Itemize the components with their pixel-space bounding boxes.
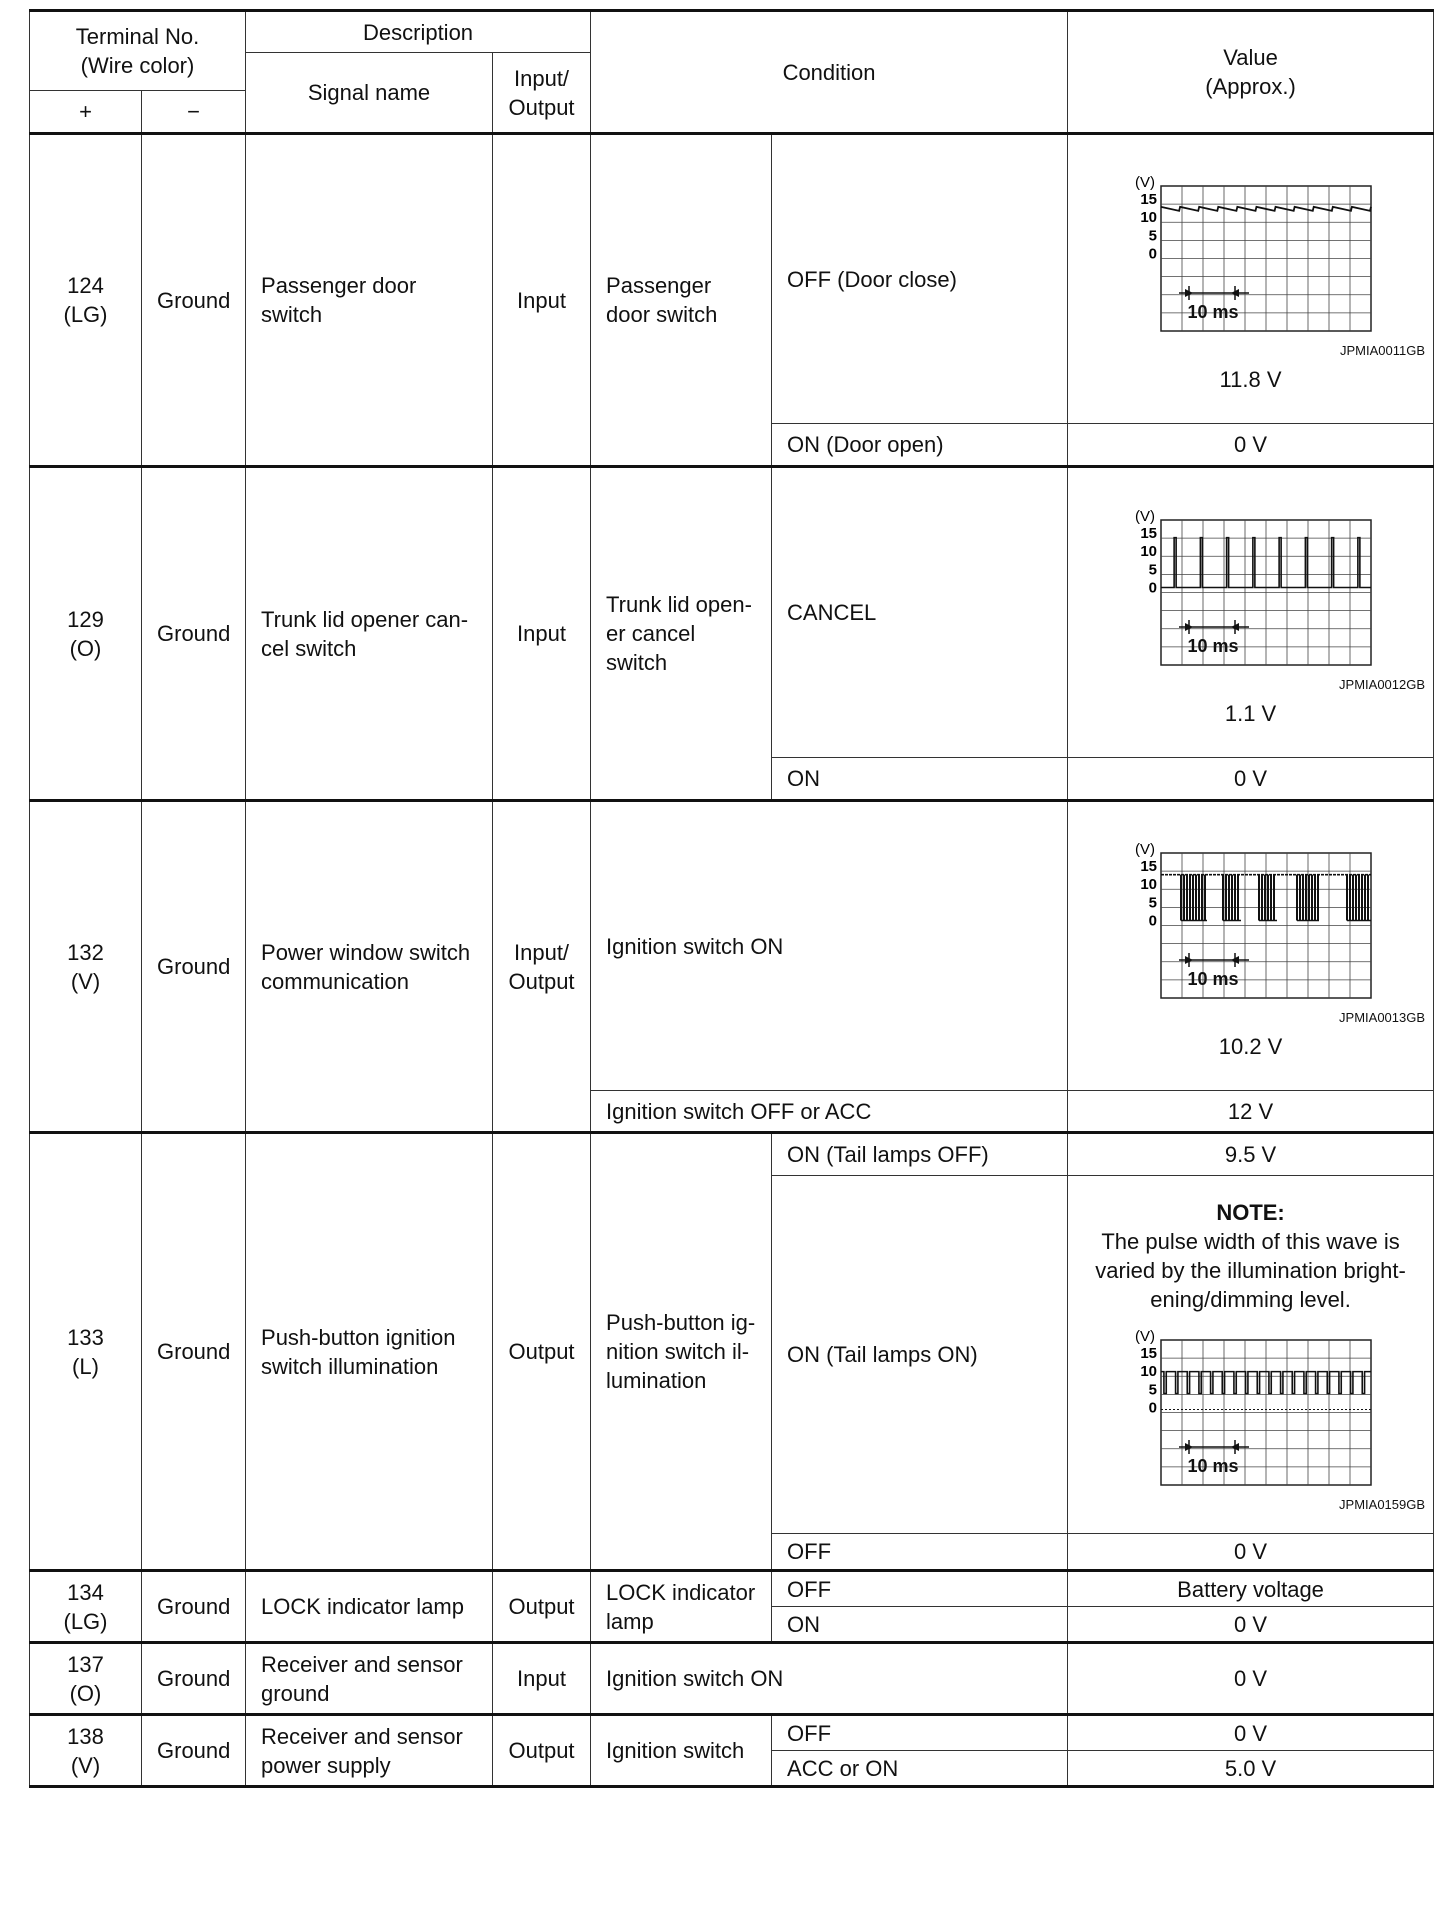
scope-tick-label: 5 [1148, 894, 1157, 912]
condition-main: Push-button ig- nition switch il- lumination [591, 1133, 772, 1571]
terminal-number: 138 (V) [30, 1715, 142, 1787]
signal-name: Push-button ignition switch illumination [246, 1133, 493, 1571]
terminal-spec-table [29, 9, 1434, 1788]
io-type: Input [493, 134, 591, 467]
waveform-burst [1181, 875, 1205, 921]
terminal-minus: Ground [142, 801, 246, 1133]
scope-tick-label: 0 [1148, 912, 1157, 930]
condition-sub: Ignition switch ON [591, 801, 1068, 1091]
value-text: 0 V [1068, 424, 1434, 467]
scope-tick-label: 15 [1139, 524, 1157, 542]
condition-sub: ON (Tail lamps OFF) [772, 1133, 1068, 1176]
condition-sub: ON (Tail lamps ON) [772, 1176, 1068, 1534]
scope-unit-label: (V) [1134, 507, 1155, 525]
io-type: Input [493, 1643, 591, 1715]
condition-main: Trunk lid open- er cancel switch [591, 467, 772, 801]
signal-name: Passenger door switch [246, 134, 493, 467]
terminal-minus: Ground [142, 1715, 246, 1787]
condition-sub: OFF [772, 1534, 1068, 1571]
signal-name-header: Signal name [246, 53, 493, 134]
oscilloscope-waveform [1121, 1320, 1381, 1495]
condition-sub: ON [772, 1607, 1068, 1643]
value-cell [1068, 467, 1434, 758]
timebase-label: 10 ms [1187, 969, 1239, 989]
scope-tick-label: 5 [1148, 227, 1157, 245]
condition-main: Passenger door switch [591, 134, 772, 467]
scope-tick-label: 5 [1148, 1381, 1157, 1399]
value-text: 12 V [1068, 1091, 1434, 1133]
description-header: Description [246, 11, 591, 53]
signal-name: LOCK indicator lamp [246, 1571, 493, 1643]
scope-tick-label: 0 [1148, 1399, 1157, 1417]
io-type: Output [493, 1715, 591, 1787]
signal-name: Trunk lid opener can- cel switch [246, 467, 493, 801]
condition-sub: OFF [772, 1571, 1068, 1607]
figure-id: JPMIA0159GB [1339, 1497, 1426, 1512]
plus-header: + [30, 91, 142, 134]
value-text: 0 V [1068, 1643, 1434, 1715]
oscilloscope-waveform [1121, 166, 1381, 341]
io-header: Input/ Output [493, 53, 591, 134]
condition-sub: Ignition switch ON [591, 1643, 1068, 1715]
scope-tick-label: 5 [1148, 560, 1157, 578]
scope-tick-label: 15 [1139, 1345, 1157, 1362]
value-cell [1068, 134, 1434, 424]
condition-sub: ON [772, 758, 1068, 801]
terminal-number: 137 (O) [30, 1643, 142, 1715]
terminal-minus: Ground [142, 134, 246, 467]
value-text: 9.5 V [1068, 1133, 1434, 1176]
terminal-minus: Ground [142, 1571, 246, 1643]
condition-sub: ACC or ON [772, 1751, 1068, 1787]
condition-sub: ON (Door open) [772, 424, 1068, 467]
scope-tick-label: 15 [1139, 858, 1157, 875]
io-type: Input [493, 467, 591, 801]
scope-unit-label: (V) [1134, 1328, 1155, 1345]
value-header: Value (Approx.) [1068, 11, 1434, 134]
minus-header: − [142, 91, 246, 134]
terminal-minus: Ground [142, 467, 246, 801]
condition-sub: Ignition switch OFF or ACC [591, 1091, 1068, 1133]
signal-name: Power window switch communication [246, 801, 493, 1133]
condition-sub: OFF (Door close) [772, 134, 1068, 424]
terminal-number: 133 (L) [30, 1133, 142, 1571]
value-text: 0 V [1068, 1607, 1434, 1643]
signal-name: Receiver and sensor ground [246, 1643, 493, 1715]
scope-unit-label: (V) [1134, 174, 1155, 191]
timebase-label: 10 ms [1187, 302, 1239, 322]
value-cell [1068, 1176, 1434, 1534]
note-text: The pulse width of this wave is varied by the illumination bright- ening/dimming level. [1095, 1229, 1406, 1312]
value-text: 11.8 V [1219, 367, 1282, 392]
scope-tick-label: 10 [1139, 876, 1157, 894]
terminal-minus: Ground [142, 1133, 246, 1571]
terminal-number: 134 (LG) [30, 1571, 142, 1643]
figure-id: JPMIA0012GB [1339, 676, 1426, 692]
scope-unit-label: (V) [1134, 841, 1155, 858]
terminal-header: Terminal No. (Wire color) [30, 11, 246, 91]
scope-tick-label: 10 [1139, 209, 1157, 227]
value-text: 0 V [1068, 758, 1434, 801]
signal-name: Receiver and sensor power supply [246, 1715, 493, 1787]
io-type: Input/ Output [493, 801, 591, 1133]
io-type: Output [493, 1571, 591, 1643]
condition-sub: OFF [772, 1715, 1068, 1751]
value-text: 1.1 V [1224, 700, 1277, 726]
io-type: Output [493, 1133, 591, 1571]
scope-tick-label: 15 [1139, 191, 1157, 208]
timebase-label: 10 ms [1187, 1456, 1239, 1476]
value-text: 0 V [1068, 1715, 1434, 1751]
terminal-number: 132 (V) [30, 801, 142, 1133]
timebase-label: 10 ms [1187, 635, 1239, 656]
figure-id: JPMIA0011GB [1340, 343, 1426, 358]
value-text: Battery voltage [1068, 1571, 1434, 1607]
terminal-number: 124 (LG) [30, 134, 142, 467]
condition-header: Condition [591, 11, 1068, 134]
condition-main: LOCK indicator lamp [591, 1571, 772, 1643]
note-title: NOTE: [1216, 1200, 1285, 1225]
figure-id: JPMIA0013GB [1339, 1010, 1426, 1025]
value-cell [1068, 801, 1434, 1091]
value-text: 0 V [1068, 1534, 1434, 1571]
oscilloscope-waveform [1121, 500, 1381, 675]
scope-tick-label: 0 [1148, 245, 1157, 263]
scope-tick-label: 0 [1148, 578, 1157, 596]
scope-tick-label: 10 [1139, 542, 1157, 560]
scope-tick-label: 10 [1139, 1363, 1157, 1381]
value-text: 5.0 V [1068, 1751, 1434, 1787]
terminal-number: 129 (O) [30, 467, 142, 801]
value-text: 10.2 V [1218, 1034, 1283, 1059]
condition-sub: CANCEL [772, 467, 1068, 758]
condition-main: Ignition switch [591, 1715, 772, 1787]
terminal-minus: Ground [142, 1643, 246, 1715]
oscilloscope-waveform [1121, 833, 1381, 1008]
